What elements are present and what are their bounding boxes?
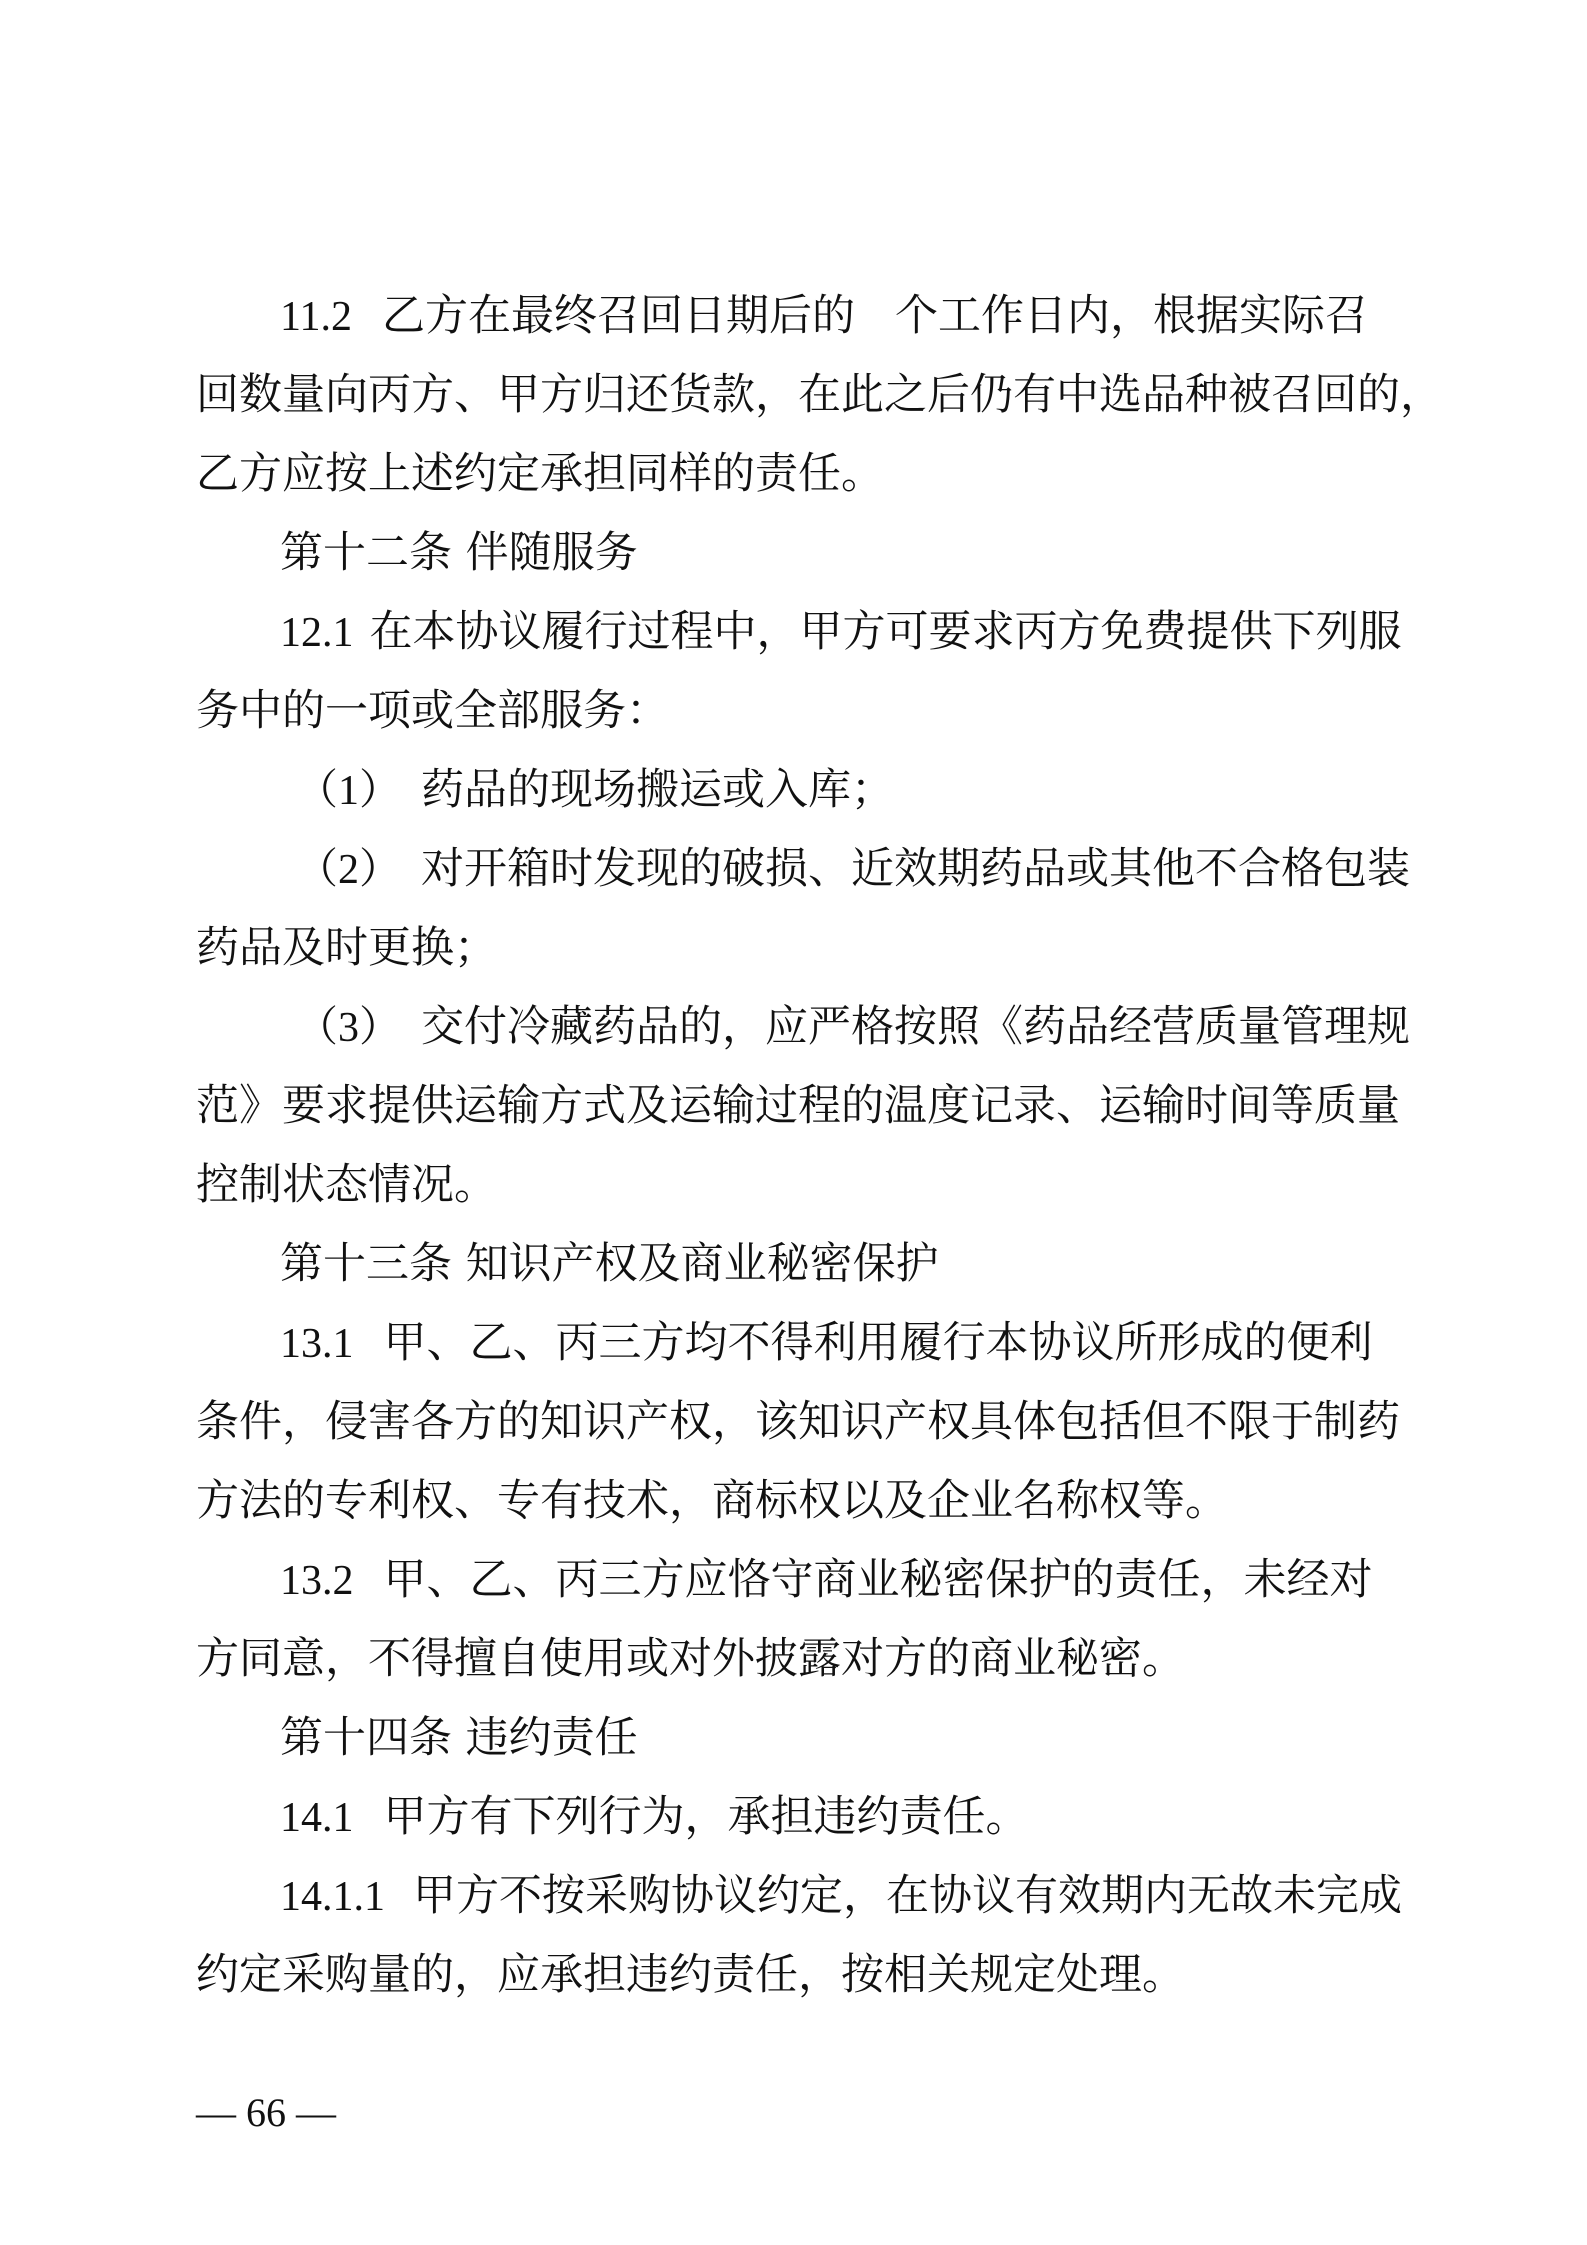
article-heading: 第十二条 伴随服务	[280, 528, 638, 578]
list-text: 药品的现场搬运或入库；	[421, 765, 895, 815]
paragraph-line: 约定采购量的，应承担违约责任，按相关规定处理。	[196, 1950, 1185, 2000]
list-number: （1）	[296, 768, 402, 814]
clause-text: 甲、乙、丙三方应恪守商业秘密保护的责任，未经对	[383, 1555, 1373, 1605]
list-item-3	[296, 997, 1496, 1057]
clause-number: 14.1	[280, 1795, 354, 1841]
clause-number: 12.1	[280, 610, 354, 656]
page-number: — 66 —	[196, 2090, 336, 2135]
paragraph-line: 控制状态情况。	[196, 1160, 497, 1210]
clause-13-2-line	[280, 1550, 1480, 1610]
list-item-2	[296, 839, 1496, 899]
clause-text: 甲、乙、丙三方均不得利用履行本协议所形成的便利	[383, 1318, 1373, 1368]
clause-text: 在本协议履行过程中，甲方可要求丙方免费提供下列服	[369, 607, 1402, 657]
paragraph-line: 乙方应按上述约定承担同样的责任。	[196, 449, 884, 499]
list-text: 交付冷藏药品的，应严格按照《药品经营质量管理规	[421, 1002, 1411, 1052]
clause-12-1-line	[280, 602, 1480, 662]
paragraph-line: 方法的专利权、专有技术，商标权以及企业名称权等。	[196, 1476, 1228, 1526]
article-heading: 第十三条 知识产权及商业秘密保护	[280, 1239, 939, 1289]
paragraph-line: 回数量向丙方、甲方归还货款，在此之后仍有中选品种被召回的，	[196, 370, 1443, 420]
paragraph-line: 药品及时更换；	[196, 923, 497, 973]
list-item-1	[296, 760, 1496, 820]
clause-13-1-line	[280, 1313, 1480, 1373]
clause-11-2-line	[280, 286, 1480, 346]
clause-14-1-1-line	[280, 1866, 1480, 1926]
paragraph-line: 条件，侵害各方的知识产权，该知识产权具体包括但不限于制药	[196, 1397, 1400, 1447]
clause-text: 个工作日内，根据实际召	[894, 291, 1368, 341]
clause-number: 13.1	[280, 1321, 354, 1367]
paragraph-line: 方同意，不得擅自使用或对外披露对方的商业秘密。	[196, 1634, 1185, 1684]
clause-text: 甲方不按采购协议约定，在协议有效期内无故未完成	[413, 1871, 1402, 1921]
list-number: （3）	[296, 1005, 402, 1051]
list-text: 对开箱时发现的破损、近效期药品或其他不合格包装	[421, 844, 1411, 894]
clause-number: 14.1.1	[280, 1874, 385, 1920]
clause-text: 乙方在最终召回日期后的	[381, 291, 855, 341]
clause-number: 11.2	[280, 294, 352, 340]
paragraph-line: 务中的一项或全部服务：	[196, 686, 669, 736]
paragraph-line: 范》要求提供运输方式及运输过程的温度记录、运输时间等质量	[196, 1081, 1400, 1131]
clause-14-1-line	[280, 1787, 1480, 1847]
clause-number: 13.2	[280, 1558, 354, 1604]
list-number: （2）	[296, 847, 402, 893]
clause-text: 甲方有下列行为，承担违约责任。	[383, 1792, 1029, 1842]
article-heading: 第十四条 违约责任	[280, 1713, 638, 1763]
